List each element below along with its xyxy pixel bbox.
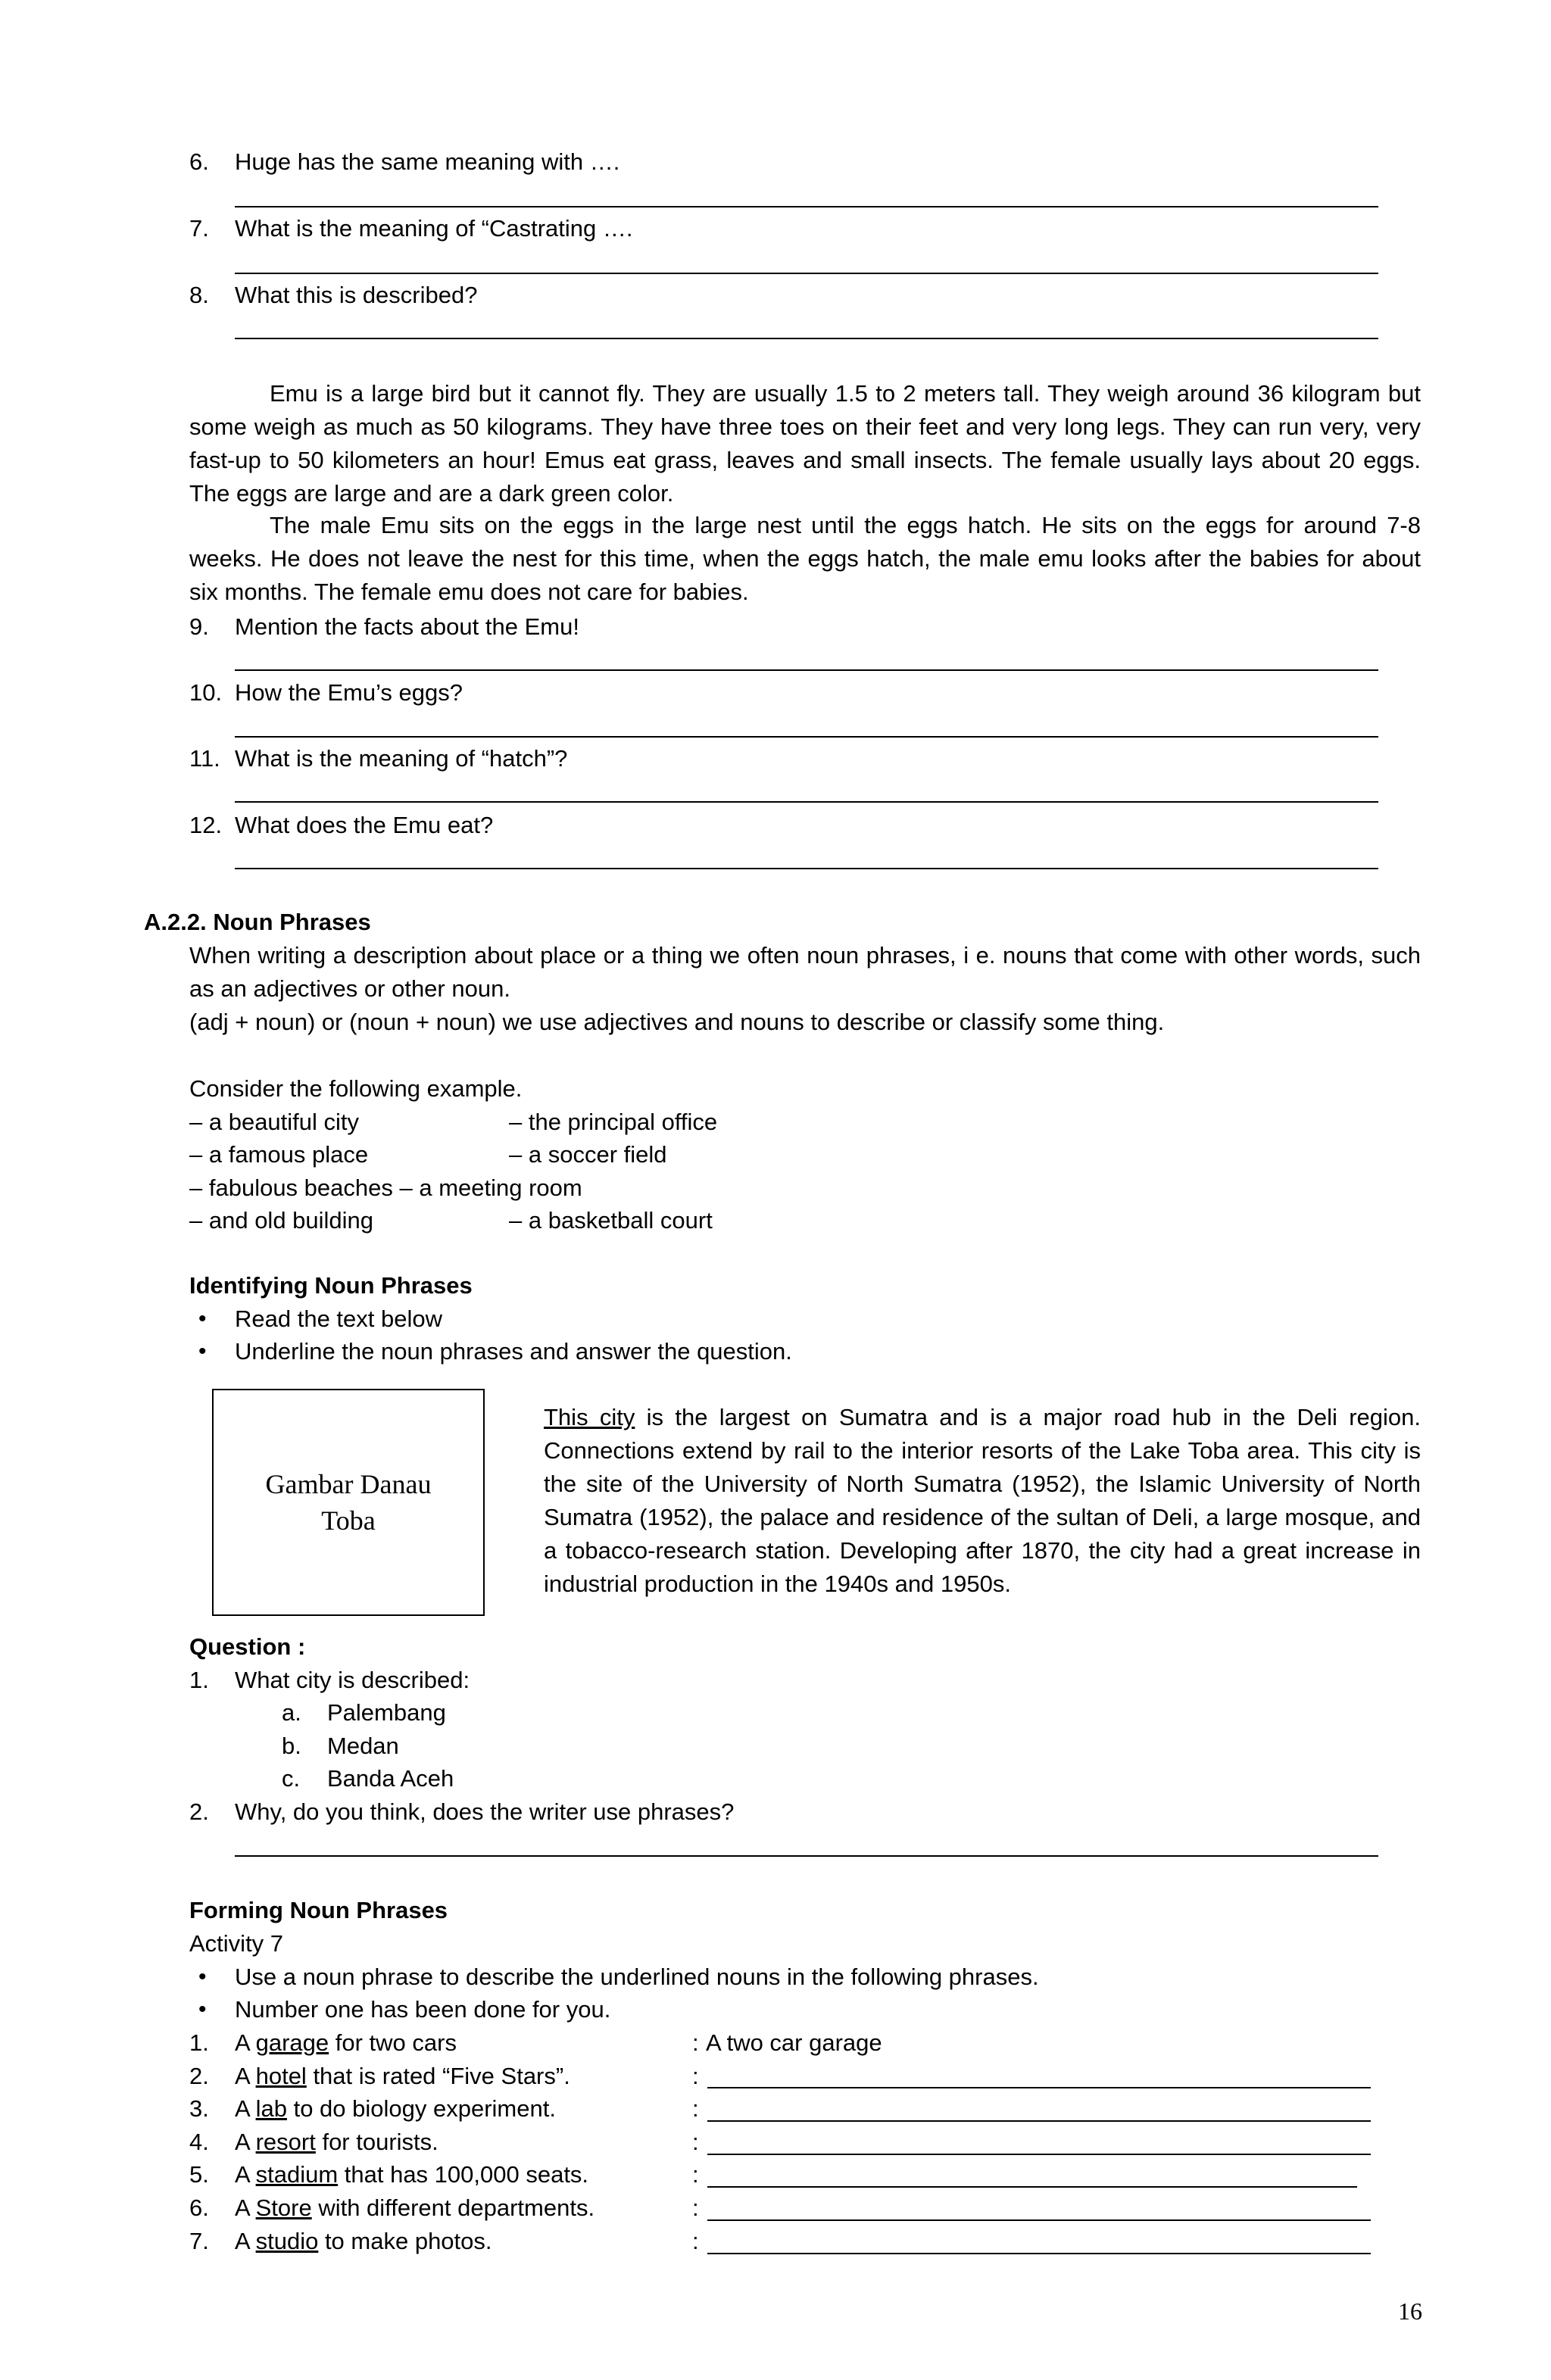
- question-text: What is the meaning of “hatch”?: [235, 745, 568, 772]
- forming-heading: Forming Noun Phrases: [189, 1897, 448, 1923]
- example-item: – a beautiful city: [189, 1109, 360, 1135]
- question-text: What city is described:: [235, 1667, 470, 1693]
- question-number: 8.: [189, 282, 209, 308]
- answer-line[interactable]: [235, 736, 1378, 738]
- bullet-icon: •: [198, 1306, 207, 1331]
- question-text: What this is described?: [235, 282, 478, 308]
- item-number: 3.: [189, 2095, 209, 2122]
- question-text: Mention the facts about the Emu!: [235, 613, 579, 640]
- answer-line[interactable]: [235, 868, 1378, 869]
- example-item: – a soccer field: [509, 1141, 667, 1168]
- city-text: is the largest on Sumatra and is a major road hub in the Deli region. Connections extend by rail to the interior resorts of the Lake Toba area. This city is the site of the University of North Sumatra (1952), the Islamic University of North Sumatra (1952), the palace and residence of the sultan of Deli, a large mosque, and a tobacco-research station. Developing after 1870, the city had a great increase in industrial production in the 1940s and 1950s.: [544, 1404, 1421, 1597]
- question-text: What is the meaning of “Castrating ….: [235, 215, 633, 242]
- item-colon: :: [692, 2063, 699, 2089]
- answer-line[interactable]: [707, 2087, 1371, 2088]
- bullet-icon: •: [198, 1997, 207, 2022]
- question-number: 6.: [189, 148, 209, 175]
- instruction-item: Underline the noun phrases and answer the question.: [235, 1338, 792, 1365]
- item-noun: lab: [255, 2095, 287, 2122]
- item-phrase: [235, 2225, 492, 2258]
- item-pre: A: [235, 2161, 256, 2188]
- question-text: Huge has the same meaning with ….: [235, 148, 620, 175]
- item-phrase: [235, 2126, 438, 2159]
- item-post: to do biology experiment.: [286, 2095, 556, 2122]
- item-pre: A: [235, 2194, 256, 2221]
- question-number: 1.: [189, 1667, 209, 1693]
- item-noun: resort: [255, 2129, 316, 2155]
- item-phrase: [235, 2026, 457, 2060]
- section-heading: A.2.2. Noun Phrases: [144, 909, 371, 935]
- item-colon: :: [692, 2029, 699, 2056]
- item-pre: A: [235, 2095, 256, 2122]
- item-noun: Store: [255, 2194, 312, 2221]
- item-phrase: [235, 2092, 556, 2126]
- item-pre: A: [235, 2029, 256, 2056]
- item-post: that is rated “Five Stars”.: [306, 2063, 570, 2089]
- instruction-item: Number one has been done for you.: [235, 1996, 611, 2023]
- answer-line[interactable]: [707, 2186, 1357, 2188]
- question-number: 7.: [189, 215, 209, 242]
- question-number: 12.: [189, 812, 223, 838]
- option-letter: c.: [282, 1765, 301, 1792]
- identifying-heading: Identifying Noun Phrases: [189, 1272, 473, 1299]
- question-number: 10.: [189, 679, 223, 706]
- item-colon: :: [692, 2095, 699, 2122]
- example-item: – and old building: [189, 1207, 374, 1234]
- option-text[interactable]: Banda Aceh: [327, 1765, 454, 1792]
- example-item: – fabulous beaches – a meeting room: [189, 1174, 582, 1201]
- section-rule: (adj + noun) or (noun + noun) we use adjectives and nouns to describe or classify some thing.: [189, 1009, 1165, 1035]
- item-phrase: [235, 2158, 588, 2191]
- answer-line[interactable]: [707, 2253, 1371, 2254]
- image-placeholder: [212, 1389, 485, 1616]
- section-intro: When writing a description about place or a thing we often noun phrases, i e. nouns that come with other words, such as an adjectives or other noun.: [189, 942, 1421, 1002]
- item-pre: A: [235, 2129, 256, 2155]
- example-item: – a famous place: [189, 1141, 369, 1168]
- option-letter: a.: [282, 1699, 301, 1726]
- instruction-item: Use a noun phrase to describe the underlined nouns in the following phrases.: [235, 1964, 1039, 1990]
- option-text[interactable]: Palembang: [327, 1699, 446, 1726]
- emu-paragraph-2: The male Emu sits on the eggs in the large nest until the eggs hatch. He sits on the eggs for around 7-8 weeks. He does not leave the nest for this time, when the eggs hatch, the male emu looks after the babies for about six months. The female emu does not care for babies.: [189, 512, 1421, 605]
- option-letter: b.: [282, 1733, 301, 1759]
- item-number: 6.: [189, 2194, 209, 2221]
- item-post: for two cars: [329, 2029, 457, 2056]
- question-label: Question :: [189, 1633, 306, 1660]
- answer-line[interactable]: [235, 1855, 1378, 1857]
- item-answer: A two car garage: [706, 2029, 882, 2056]
- question-text: Why, do you think, does the writer use phrases?: [235, 1798, 735, 1825]
- item-post: with different departments.: [311, 2194, 595, 2221]
- item-post: for tourists.: [315, 2129, 438, 2155]
- image-caption: Gambar Danau Toba: [265, 1469, 432, 1536]
- item-phrase: [235, 2191, 594, 2225]
- item-phrase: [235, 2060, 570, 2093]
- question-text: What does the Emu eat?: [235, 812, 494, 838]
- item-colon: :: [692, 2194, 699, 2221]
- example-label: Consider the following example.: [189, 1075, 523, 1102]
- activity-label: Activity 7: [189, 1930, 284, 1957]
- page-number: 16: [1398, 2297, 1422, 2325]
- item-noun: hotel: [255, 2063, 307, 2089]
- answer-line[interactable]: [707, 2154, 1371, 2155]
- answer-line[interactable]: [235, 669, 1378, 671]
- answer-line[interactable]: [235, 801, 1378, 803]
- option-text[interactable]: Medan: [327, 1733, 399, 1759]
- bullet-icon: •: [198, 1964, 207, 1989]
- question-text: How the Emu’s eggs?: [235, 679, 463, 706]
- item-number: 7.: [189, 2228, 209, 2254]
- item-colon: :: [692, 2161, 699, 2188]
- item-noun: garage: [255, 2029, 329, 2056]
- item-noun: stadium: [255, 2161, 339, 2188]
- item-post: that has 100,000 seats.: [338, 2161, 589, 2188]
- question-number: 9.: [189, 613, 209, 640]
- item-pre: A: [235, 2228, 256, 2254]
- item-colon: :: [692, 2228, 699, 2254]
- question-number: 2.: [189, 1798, 209, 1825]
- city-description: [544, 1401, 1421, 1601]
- emu-paragraph-1: Emu is a large bird but it cannot fly. They are usually 1.5 to 2 meters tall. They weigh around 36 kilogram but some weigh as much as 50 kilograms. They have three toes on their feet and very long legs. They can run very, very fast-up to 50 kilometers an hour! Emus eat grass, leaves and small insects. The female usually lays about 20 eggs. The eggs are large and are a dark green color.: [189, 380, 1421, 507]
- answer-line[interactable]: [707, 2120, 1371, 2122]
- item-colon: :: [692, 2129, 699, 2155]
- example-item: – the principal office: [509, 1109, 718, 1135]
- example-item: – a basketball court: [509, 1207, 713, 1234]
- item-pre: A: [235, 2063, 256, 2089]
- item-number: 1.: [189, 2029, 209, 2056]
- bullet-icon: •: [198, 1339, 207, 1364]
- instruction-item: Read the text below: [235, 1305, 443, 1332]
- city-lead: This city: [544, 1404, 635, 1430]
- answer-line[interactable]: [235, 273, 1378, 274]
- question-number: 11.: [189, 745, 220, 772]
- item-number: 5.: [189, 2161, 209, 2188]
- answer-line[interactable]: [235, 206, 1378, 207]
- answer-line[interactable]: [707, 2219, 1371, 2221]
- item-post: to make photos.: [318, 2228, 492, 2254]
- item-noun: studio: [255, 2228, 319, 2254]
- item-number: 4.: [189, 2129, 209, 2155]
- answer-line[interactable]: [235, 338, 1378, 339]
- item-number: 2.: [189, 2063, 209, 2089]
